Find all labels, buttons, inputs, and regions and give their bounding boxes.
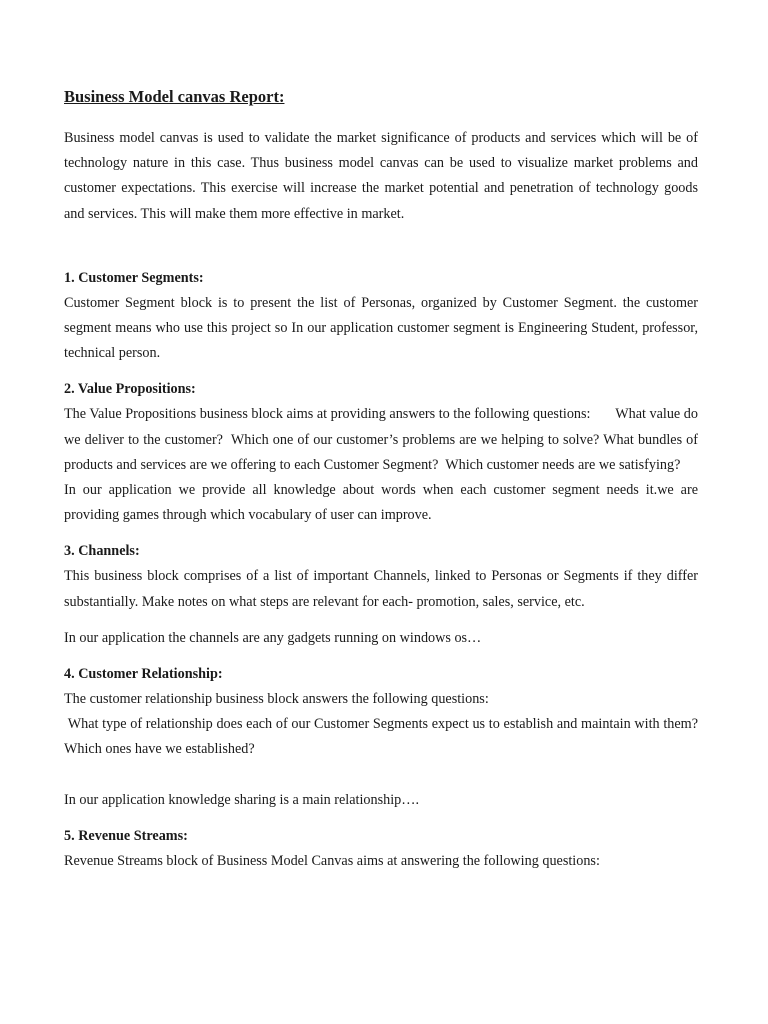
section-body-revenue-streams: Revenue Streams block of Business Model Canvas aims at answering the following questions: (64, 852, 600, 869)
section-heading-revenue-streams: 5. Revenue Streams: (64, 827, 188, 844)
section-body-customer-relationship: The customer relationship business block answers the following questions: (64, 691, 489, 708)
document-page (64, 86, 706, 874)
section-heading-customer-relationship: 4. Customer Relationship: (64, 666, 223, 683)
section-body-customer-relationship-application: In our application knowledge sharing is a main relationship…. (64, 791, 419, 808)
intro-paragraph: Business model canvas is used to validate the market significance of products and services which will be of technology nature in this case. Thus business model canvas can be used to visualize market problems and customer expectations. This exercise will increase the market potential and penetration of technology goods and services. This will make them more effective in market. (64, 130, 698, 222)
section-body-customer-relationship-questions: What type of relationship does each of our Customer Segments expect us to establish and maintain with them? Which ones have we established? (64, 716, 706, 758)
section-body-channels-application: In our application the channels are any gadgets running on windows os… (64, 629, 482, 646)
section-heading-customer-segments: 1. Customer Segments: (64, 269, 204, 286)
section-body-value-propositions-application: In our application we provide all knowledge about words when each customer segment needs it.we are providing games through which vocabulary of user can improve. (64, 482, 698, 524)
section-body-channels: This business block comprises of a list of important Channels, linked to Personas or Segments if they differ substantially. Make notes on what steps are relevant for each- promotion, sales, service, etc. (64, 568, 698, 610)
section-body-value-propositions: The Value Propositions business block aims at providing answers to the following questions: What value do we deliver to the customer? Which one of our customer’s problems are we helping to solve? What bundles of products and services are we offering to each Customer Segment? Which customer needs are we satisfying? (64, 406, 702, 473)
section-heading-channels: 3. Channels: (64, 543, 140, 560)
section-heading-value-propositions: 2. Value Propositions: (64, 381, 196, 398)
document-title: Business Model canvas Report: (64, 87, 285, 106)
section-body-customer-segments: Customer Segment block is to present the list of Personas, organized by Customer Segment. the customer segment means who use this project so In our application customer segment is Engineering Student, professor, technical person. (64, 294, 698, 362)
